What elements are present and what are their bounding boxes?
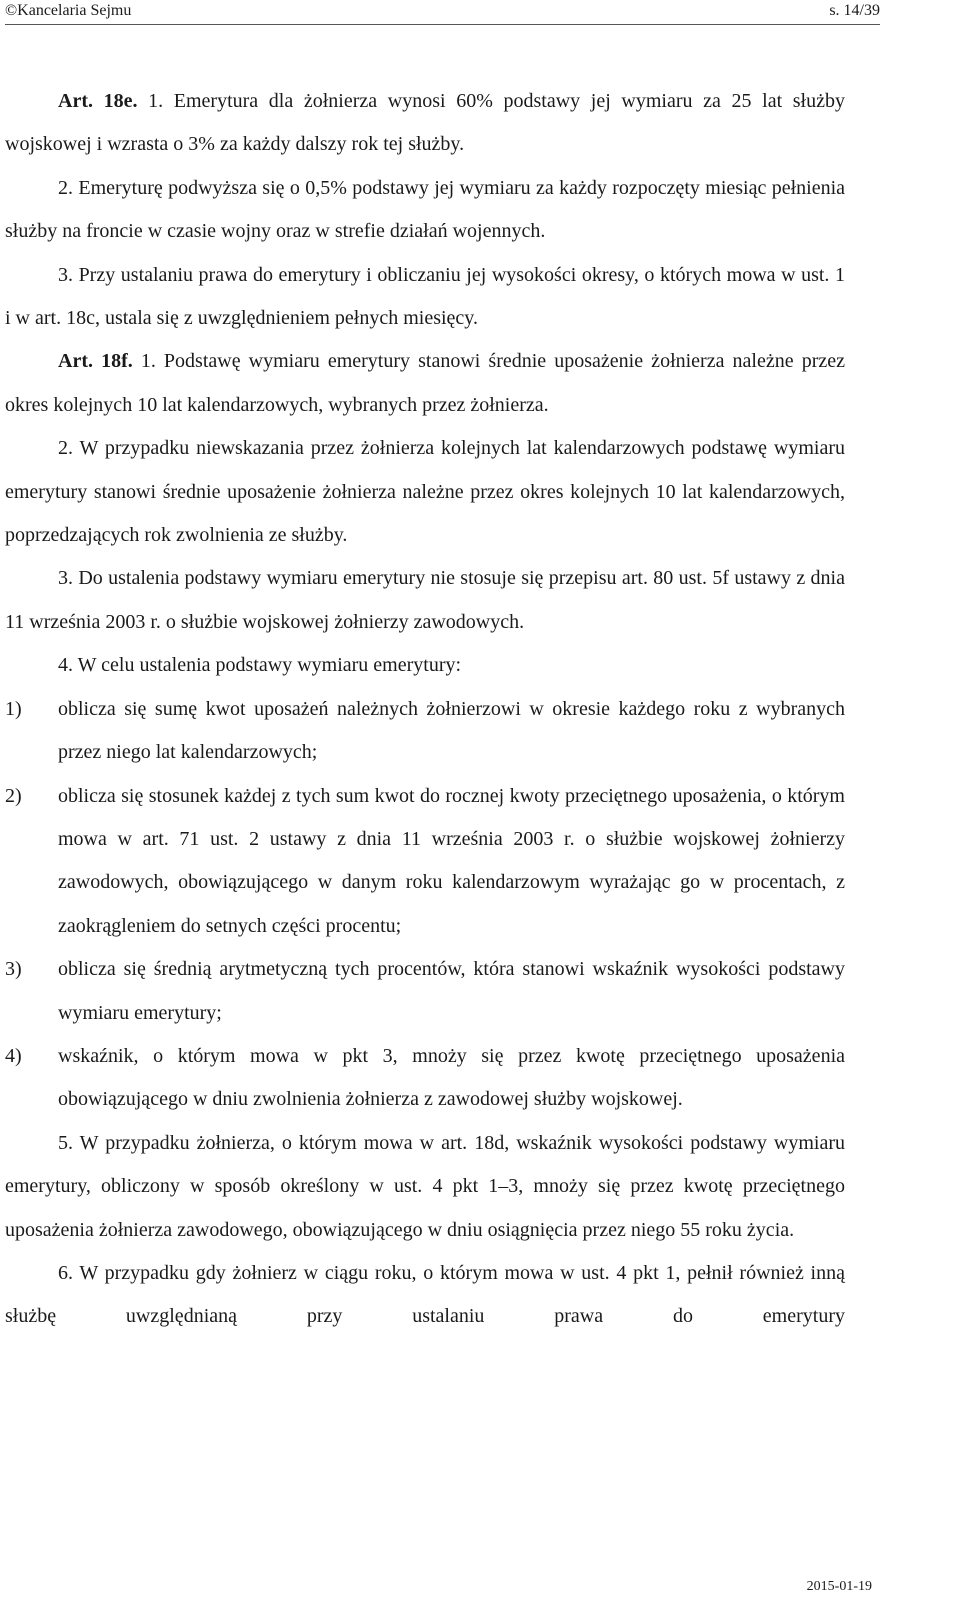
list-item xyxy=(5,775,845,949)
list-item-text: oblicza się średnią arytmetyczną tych procentów, która stanowi wskaźnik wysokości podstawy wymiaru emerytury; xyxy=(58,958,845,1024)
art-18f-para-3: 3. Do ustalenia podstawy wymiaru emerytury nie stosuje się przepisu art. 80 ust. 5f ustawy z dnia 11 września 2003 r. o służbie wojskowej żołnierzy zawodowych. xyxy=(5,567,845,633)
art-18f-para-1: Art. 18f. 1. Podstawę wymiaru emerytury stanowi średnie uposażenie żołnierza należne przez okres kolejnych 10 lat kalendarzowych, wybranych przez żołnierza. xyxy=(5,350,845,416)
list-item-number: 4) xyxy=(5,1044,22,1067)
list-item-text: wskaźnik, o którym mowa w pkt 3, mnoży się przez kwotę przeciętnego uposażenia obowiązującego w dniu zwolnienia żołnierza z zawodowej służby wojskowej. xyxy=(58,1044,845,1111)
header-divider xyxy=(5,24,880,25)
header-source: ©Kancelaria Sejmu xyxy=(5,2,132,19)
art-18e-para-3: 3. Przy ustalaniu prawa do emerytury i obliczaniu jej wysokości okresy, o których mowa w ust. 1 i w art. 18c, ustala się z uwzględnieniem pełnych miesięcy. xyxy=(5,263,845,330)
document-body xyxy=(5,80,845,1339)
list-item-text: oblicza się sumę kwot uposażeń należnych żołnierzowi w okresie każdego roku z wybranych przez niego lat kalendarzowych; xyxy=(58,697,845,764)
art-18e-para-2: 2. Emeryturę podwyższa się o 0,5% podstawy jej wymiaru za każdy rozpoczęty miesiąc pełnienia służby na froncie w czasie wojny oraz w strefie działań wojennych. xyxy=(5,176,845,243)
list-item xyxy=(5,948,845,1035)
list-item-number: 1) xyxy=(5,697,22,720)
list-item-text: oblicza się stosunek każdej z tych sum kwot do rocznej kwoty przeciętnego uposażenia, o którym mowa w art. 71 ust. 2 ustawy z dnia 11 września 2003 r. o służbie wojskowej żołnierzy zawodowych, obowiązującego w danym roku kalendarzowym wyrażając go w procentach, z zaokrągleniem do setnych części procentu; xyxy=(58,784,845,937)
list-item xyxy=(5,1035,845,1122)
art-18e-label: Art. 18e. xyxy=(58,90,138,112)
footer-date: 2015-01-19 xyxy=(806,1579,872,1594)
art-18f-para-6: 6. W przypadku gdy żołnierz w ciągu roku, o którym mowa w ust. 4 pkt 1, pełnił również inną służbę uwzględnianą przy ustalaniu prawa do emerytury xyxy=(5,1261,845,1328)
page-header xyxy=(0,0,960,26)
art-18f-para-5: 5. W przypadku żołnierza, o którym mowa w art. 18d, wskaźnik wysokości podstawy wymiaru emerytury, obliczony w sposób określony w ust. 4 pkt 1–3, mnoży się przez kwotę przeciętnego uposażenia żołnierza zawodowego, obowiązującego w dniu osiągnięcia przez niego 55 roku życia. xyxy=(5,1131,845,1241)
art-18e-para-1: Art. 18e. 1. Emerytura dla żołnierza wynosi 60% podstawy jej wymiaru za 25 lat służby wojskowej i wzrasta o 3% za każdy dalszy rok tej służby. xyxy=(5,90,845,156)
list-item xyxy=(5,688,845,775)
art-18f-para-4: 4. W celu ustalenia podstawy wymiaru emerytury: xyxy=(58,654,462,677)
art-18f-para-2: 2. W przypadku niewskazania przez żołnierza kolejnych lat kalendarzowych podstawę wymiaru emerytury stanowi średnie uposażenie żołnierza należne przez okres kolejnych 10 lat kalendarzowych, poprzedzających rok zwolnienia ze służby. xyxy=(5,437,845,547)
art-18f-label: Art. 18f. xyxy=(58,350,133,373)
list-item-number: 3) xyxy=(5,958,22,981)
header-page-number: s. 14/39 xyxy=(829,2,880,19)
list-item-number: 2) xyxy=(5,784,22,807)
